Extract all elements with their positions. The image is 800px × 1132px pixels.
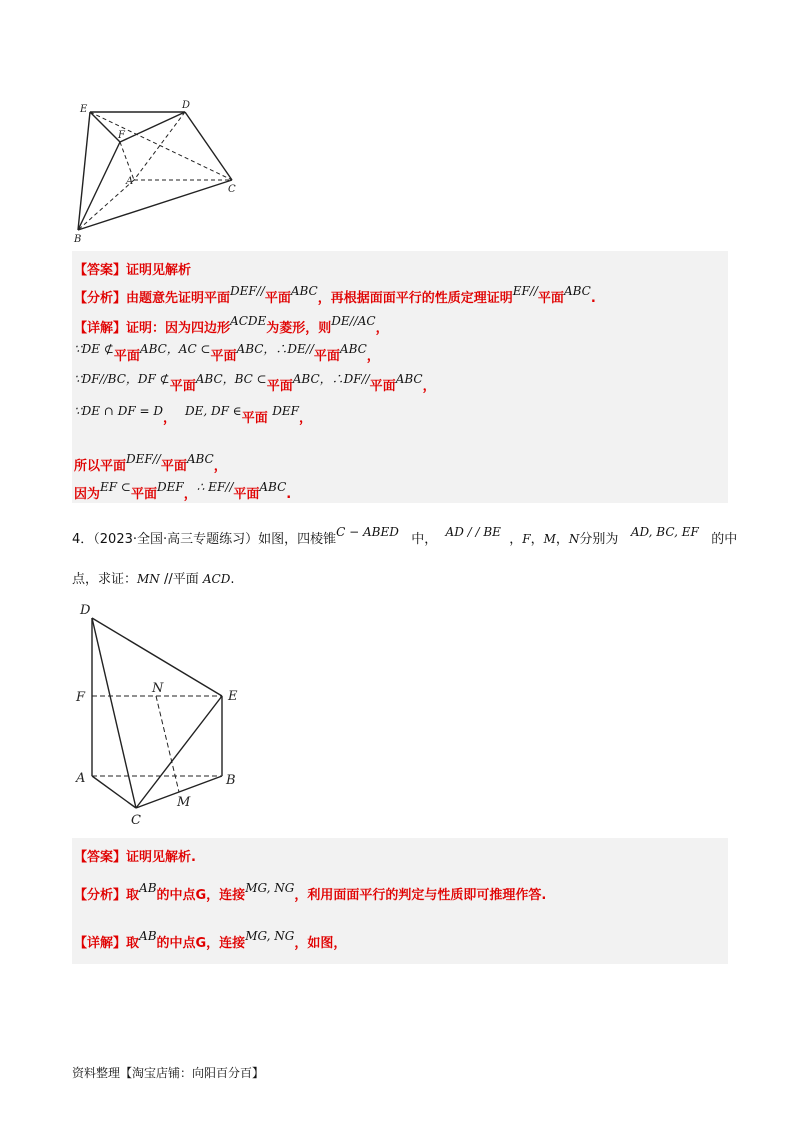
label-D: D [80, 603, 91, 618]
label-A: A [126, 176, 134, 187]
label-F: F [76, 690, 86, 705]
problem-4-line-1: 4．（2023·全国·高三专题练习）如图，四棱锥C − ABED 中， AD / / BE ，F，M，N分别为 AD, BC, EF 的中 [72, 525, 738, 547]
label-B: B [74, 234, 82, 245]
label-F: F [118, 130, 125, 141]
answer-line: 【答案】证明见解析. [74, 850, 196, 865]
footer-source: 资料整理【淘宝店铺：向阳百分百】 [72, 1066, 265, 1080]
answer-box-1 [72, 251, 728, 503]
label-E: E [228, 689, 238, 704]
label-C: C [228, 184, 236, 195]
detail-line-8: 因为EF ⊂平面DEF，∴ EF//平面ABC. [74, 480, 292, 502]
detail-line-5: ∵DF//BC，DF ⊄平面ABC，BC ⊂平面ABC，∴DF//平面ABC， [74, 372, 436, 394]
label-N: N [152, 681, 164, 696]
label-E: E [80, 104, 88, 115]
label-B: B [226, 773, 236, 788]
analysis-line: 【分析】取AB的中点G，连接MG, NG，利用面面平行的判定与性质即可推理作答. [74, 881, 547, 903]
label-M: M [177, 795, 191, 810]
detail-line: 【详解】证明：因为四边形ACDE为菱形，则DE//AC， [74, 314, 389, 336]
problem-4-line-2: 点，求证：MN //平面 ACD. [72, 572, 235, 587]
analysis-line: 【分析】由题意先证明平面DEF//平面ABC，再根据面面平行的性质定理证明EF//平面ABC. [74, 284, 596, 306]
label-C: C [131, 813, 141, 828]
detail-line-4: ∵DE ⊄平面ABC，AC ⊂平面ABC，∴DE//平面ABC， [74, 342, 380, 364]
detail-line: 【详解】取AB的中点G，连接MG, NG，如图， [74, 929, 347, 951]
label-A: A [76, 771, 86, 786]
figure-2-pyramid [70, 598, 260, 828]
answer-line: 【答案】证明见解析 [74, 263, 192, 278]
answer-box-2 [72, 838, 728, 964]
label-D: D [182, 100, 191, 111]
detail-line-6: ∵DE ∩ DF = D， DE, DF ∈平面 DEF， [74, 404, 312, 426]
detail-line-7: 所以平面DEF//平面ABC， [74, 452, 227, 474]
figure-1-polyhedron [70, 98, 250, 248]
